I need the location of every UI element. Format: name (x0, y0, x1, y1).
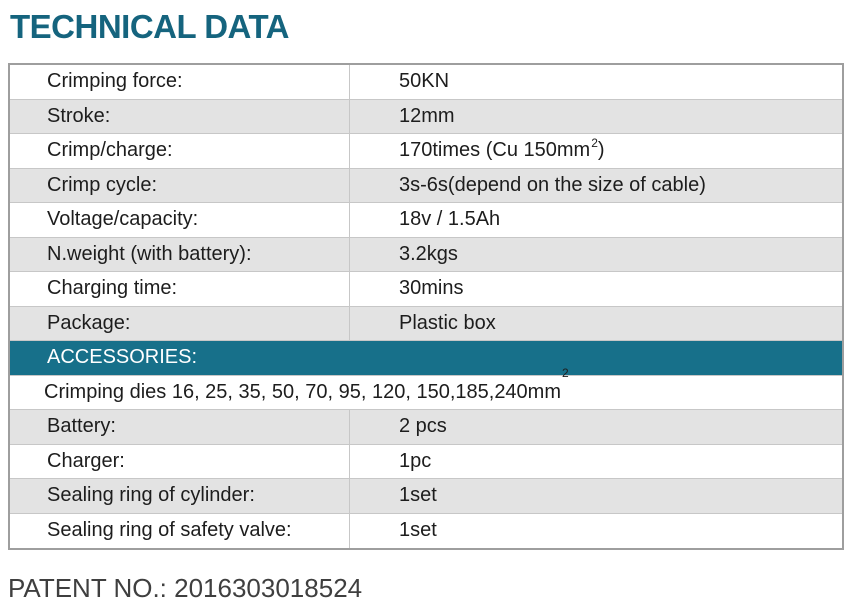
table-row-weight (10, 238, 842, 273)
row-label: Sealing ring of safety valve: (10, 514, 350, 549)
row-label: Crimp cycle: (10, 169, 350, 203)
table-row-crimp-cycle (10, 169, 842, 204)
row-value (350, 134, 842, 168)
row-value: 2 pcs (399, 415, 447, 437)
row-value: Plastic box (399, 311, 496, 334)
row-value: 50KN (399, 70, 450, 92)
patent-number: PATENT NO.: 2016303018524 (8, 573, 363, 603)
table-row-package (10, 307, 842, 342)
row-value: 1set (399, 484, 437, 506)
row-value: 30mins (399, 277, 464, 299)
row-label: Crimping force: (10, 65, 350, 99)
table-row-sealing-ring-safety-valve (10, 514, 842, 549)
accessories-header-label: ACCESSORIES: (47, 346, 198, 368)
table-row-voltage-capacity (10, 203, 842, 238)
crimping-dies-text: Crimping dies 16, 25, 35, 50, 70, 95, 120, 150,185,240mm (44, 380, 562, 403)
technical-data-table (8, 63, 844, 550)
row-label: Crimp/charge: (10, 134, 350, 168)
row-label: Stroke: (10, 100, 350, 134)
table-row-charger (10, 445, 842, 480)
row-label: Sealing ring of cylinder: (10, 479, 350, 513)
row-label: N.weight (with battery): (10, 238, 350, 272)
table-row-sealing-ring-cylinder (10, 479, 842, 514)
value-text-end: ) (597, 139, 605, 161)
value-superscript: 2 (591, 136, 598, 150)
row-label: Voltage/capacity: (10, 203, 350, 237)
table-row-battery (10, 410, 842, 445)
row-value: 3s-6s(depend on the size of cable) (399, 173, 706, 196)
row-value: 1pc (399, 449, 432, 472)
row-label: Package: (10, 307, 350, 341)
row-label: Charger: (10, 445, 350, 479)
row-label: Battery: (10, 410, 350, 444)
table-row-stroke (10, 100, 842, 135)
accessories-header-row (10, 341, 842, 376)
row-value: 12mm (399, 104, 455, 127)
table-row-crimping-force (10, 65, 842, 100)
table-row-charging-time (10, 272, 842, 307)
crimping-dies-row (10, 365, 842, 411)
page-title: TECHNICAL DATA (10, 8, 289, 45)
row-value: 1set (399, 518, 437, 541)
row-value: 18v / 1.5Ah (399, 208, 501, 230)
row-label: Charging time: (10, 272, 350, 306)
crimping-dies-superscript: 2 (562, 365, 569, 380)
table-row-crimp-charge (10, 134, 842, 169)
row-value: 3.2kgs (399, 242, 458, 265)
value-text: 170times (Cu 150mm (399, 139, 591, 161)
